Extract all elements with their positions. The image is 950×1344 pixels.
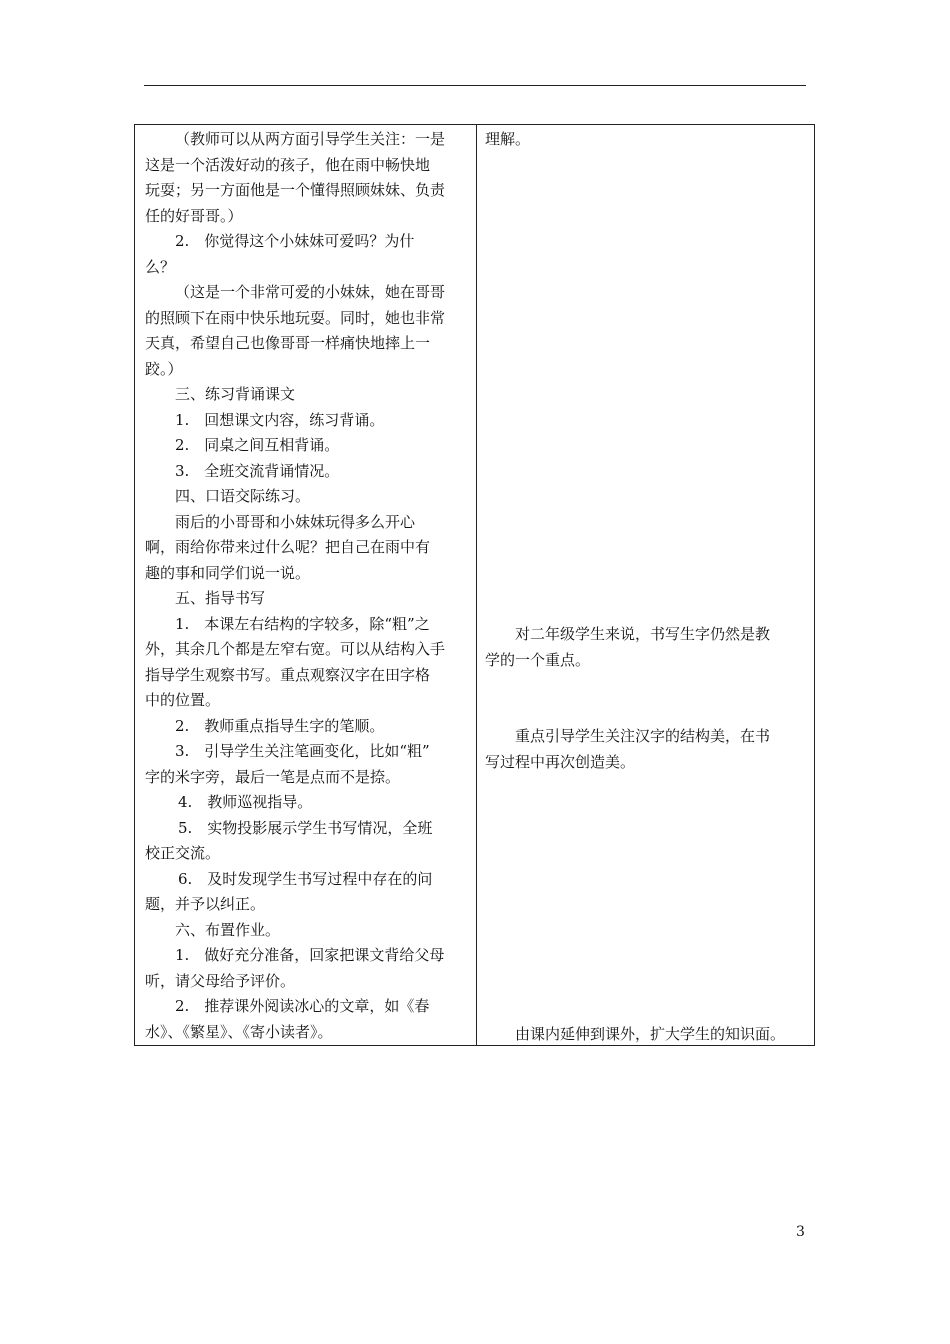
lesson-table	[134, 124, 815, 1046]
note-line: 对二年级学生来说，书写生字仍然是教	[515, 625, 771, 643]
text-line: 三、练习背诵课文	[175, 385, 296, 403]
text-line: 跤。）	[145, 359, 183, 378]
text-line: 字的米字旁，最后一笔是点而不是捺。	[145, 767, 401, 786]
header-rule	[144, 85, 806, 86]
text-line: 玩耍；另一方面他是一个懂得照顾妹妹、负责	[145, 181, 446, 199]
text-line: 这是一个活泼好动的孩子，他在雨中畅快地	[145, 155, 431, 174]
text-line: 2. 同桌之间互相背诵。	[175, 436, 340, 454]
text-line: 五、指导书写	[175, 589, 266, 607]
text-line: 啊，雨给你带来过什么呢？把自己在雨中有	[145, 538, 431, 556]
text-line: 2. 推荐课外阅读冰心的文章，如《春	[175, 997, 430, 1015]
column-divider	[476, 125, 477, 1045]
text-line: （这是一个非常可爱的小妹妹，她在哥哥	[175, 283, 446, 301]
text-line: 4. 教师巡视指导。	[178, 793, 313, 811]
text-line: 1. 回想课文内容，练习背诵。	[175, 410, 385, 429]
note-line: 理解。	[485, 130, 531, 148]
text-line: 校正交流。	[145, 844, 221, 862]
text-line: 任的好哥哥。）	[145, 206, 243, 225]
text-line: 题，并予以纠正。	[145, 895, 266, 913]
text-line: 雨后的小哥哥和小妹妹玩得多么开心	[175, 512, 416, 531]
text-line: 中的位置。	[145, 691, 221, 709]
text-line: 么？	[145, 257, 176, 276]
design-note	[485, 622, 807, 673]
text-line: 趣的事和同学们说一说。	[145, 563, 311, 582]
design-note	[485, 724, 807, 775]
text-line: 的照顾下在雨中快乐地玩耍。同时，她也非常	[145, 308, 446, 327]
text-line: 3. 全班交流背诵情况。	[175, 461, 340, 480]
text-line: 2. 你觉得这个小妹妹可爱吗？为什	[175, 232, 415, 250]
text-line: 水》、《繁星》、《寄小读者》。	[145, 1022, 333, 1041]
text-line: （教师可以从两方面引导学生关注：一是	[175, 130, 446, 148]
text-line: 6. 及时发现学生书写过程中存在的问	[178, 869, 433, 888]
note-line: 重点引导学生关注汉字的结构美，在书	[515, 727, 771, 745]
note-line: 写过程中再次创造美。	[485, 752, 636, 771]
teaching-process-column	[145, 127, 468, 1045]
note-line: 由课内延伸到课外，扩大学生的知识面。	[515, 1025, 786, 1043]
page-number: 3	[796, 1224, 805, 1240]
text-line: 听，请父母给予评价。	[145, 971, 296, 990]
note-line: 学的一个重点。	[485, 650, 591, 669]
text-line: 六、布置作业。	[175, 920, 281, 939]
text-line: 1. 本课左右结构的字较多，除“粗”之	[175, 614, 430, 633]
text-line: 3. 引导学生关注笔画变化，比如“粗”	[175, 742, 430, 760]
text-line: 天真，希望自己也像哥哥一样痛快地摔上一	[145, 334, 431, 352]
text-line: 四、口语交际练习。	[175, 487, 311, 505]
text-line: 2. 教师重点指导生字的笔顺。	[175, 716, 385, 735]
text-line: 1. 做好充分准备，回家把课文背给父母	[175, 946, 445, 964]
text-line: 外，其余几个都是左窄右宽。可以从结构入手	[145, 640, 446, 658]
design-note	[485, 1022, 807, 1048]
text-line: 指导学生观察书写。重点观察汉字在田字格	[145, 665, 431, 684]
text-line: 5. 实物投影展示学生书写情况，全班	[178, 818, 433, 837]
design-note	[485, 127, 807, 153]
